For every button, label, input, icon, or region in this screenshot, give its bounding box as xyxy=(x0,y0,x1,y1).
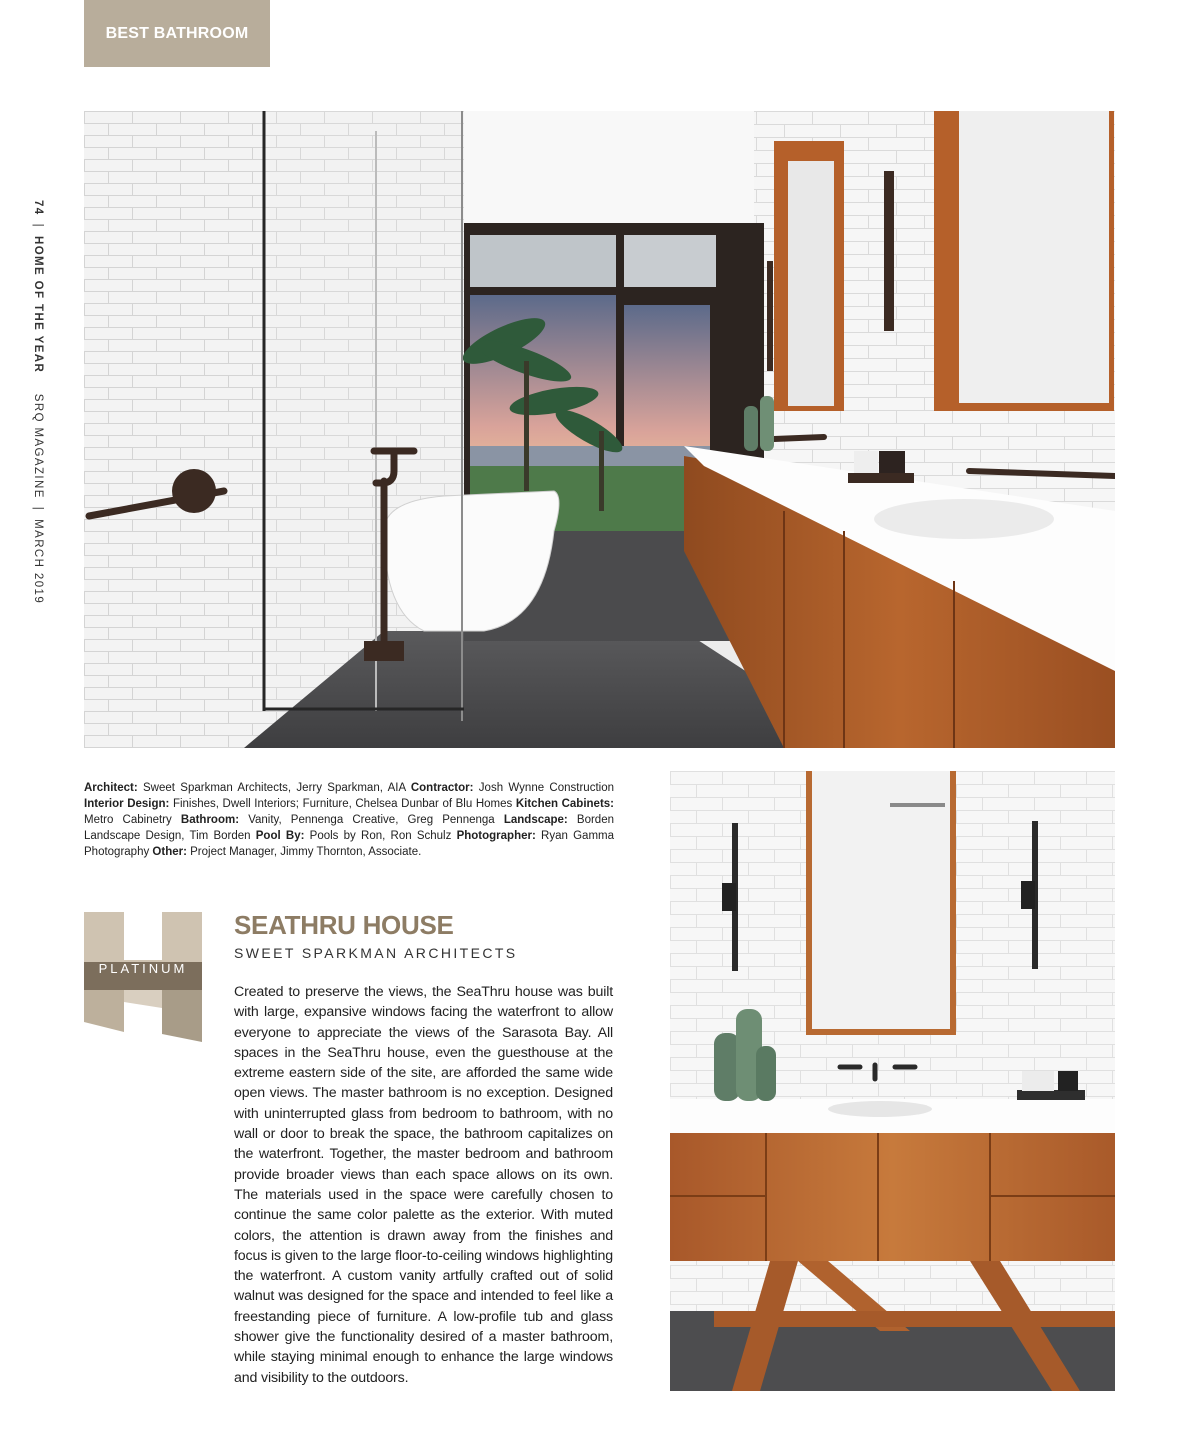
credit-value: Josh Wynne Construction xyxy=(473,782,614,794)
credit-value: Pools by Ron, Ron Schulz xyxy=(304,830,457,842)
vanity-photo xyxy=(670,771,1115,1391)
bathroom-photo xyxy=(84,111,1115,748)
credit-key: Photographer: xyxy=(456,830,536,842)
spine-issue: MARCH 2019 xyxy=(32,519,44,605)
credit-value: Ryan Gamma Photography xyxy=(84,830,614,858)
spine-section: HOME OF THE YEAR xyxy=(32,235,44,374)
credit-key: Architect: xyxy=(84,782,138,794)
credit-key: Kitchen Cabinets: xyxy=(515,798,614,810)
credit-key: Pool By: xyxy=(255,830,305,842)
credit-value: Borden Landscape Design, Tim Borden xyxy=(84,814,614,842)
credit-value: Project Manager, Jimmy Thornton, Associate. xyxy=(186,846,422,858)
section-tab-label: BEST BATHROOM xyxy=(105,24,249,42)
credit-key: Bathroom: xyxy=(180,814,240,826)
credit-value: Vanity, Pennenga Creative, Greg Pennenga xyxy=(239,814,504,826)
section-tab xyxy=(84,0,270,67)
article-title: SEATHRU HOUSE xyxy=(234,910,454,940)
credit-value: Finishes, Dwell Interiors; Furniture, Chelsea Dunbar of Blu Homes xyxy=(169,798,516,810)
badge-label: PLATINUM xyxy=(98,961,188,976)
credit-key: Interior Design: xyxy=(84,798,170,810)
credit-value: Sweet Sparkman Architects, Jerry Sparkman, AIA xyxy=(137,782,411,794)
credit-value: Metro Cabinetry xyxy=(84,814,181,826)
credit-key: Contractor: xyxy=(410,782,474,794)
page-spine: 74|HOME OF THE YEAR SRQ MAGAZINE|MARCH 2019 xyxy=(32,200,44,605)
platinum-badge-icon xyxy=(84,912,202,1042)
credit-key: Other: xyxy=(152,846,187,858)
page-number: 74 xyxy=(32,200,44,216)
article-body: Created to preserve the views, the SeaThru house was built with large, expansive windows facing the waterfront to allow everyone to appreciate the views of the Sarasota Bay. All spaces in the SeaThru house, even the guesthouse at the extreme eastern side of the site, are afforded the same wide open views. The master bathroom is no exception. Designed with uninterrupted glass from bedroom to bathroom, with no wall or door to break the space, the bathroom capitalizes on the waterfront. Together, the master bedroom and bathroom provide broader views than each space allows on its own. The materials used in the space were carefully chosen to continue the same color palette as the exterior. With muted colors, the attention is drawn away from the finishes and focus is given to the large floor-to-ceiling windows highlighting the waterfront. A custom vanity artfully crafted out of solid walnut was designed for the space and intended to feel like a freestanding piece of furniture. A low-profile tub and glass shower give the functionality desired of a master bathroom, while staying minimal enough to enhance the large windows and visibility to the outdoors. xyxy=(234,984,613,1386)
article-subtitle: SWEET SPARKMAN ARCHITECTS xyxy=(234,945,518,961)
credit-key: Landscape: xyxy=(503,814,568,826)
spine-publication: SRQ MAGAZINE xyxy=(32,393,44,499)
project-credits xyxy=(84,780,614,860)
